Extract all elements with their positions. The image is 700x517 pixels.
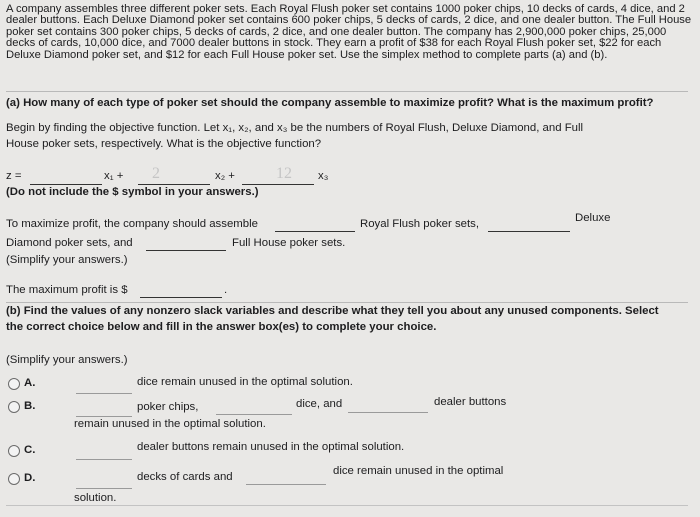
full-house-label: Full House poker sets. xyxy=(232,237,346,249)
option-c-radio[interactable] xyxy=(8,445,20,457)
option-a-letter: A. xyxy=(24,377,36,389)
z-label: z = xyxy=(6,170,22,182)
option-b-radio[interactable] xyxy=(8,401,20,413)
option-b-text-1: poker chips, xyxy=(137,401,199,413)
simplify-note-b: (Simplify your answers.) xyxy=(6,354,128,366)
option-d-letter: D. xyxy=(24,472,36,484)
option-d-radio[interactable] xyxy=(8,473,20,485)
option-b-poker-chips-input[interactable] xyxy=(76,416,132,417)
option-d-dice-input[interactable] xyxy=(246,484,326,485)
diamond-label: Diamond poker sets, and xyxy=(6,237,133,249)
objective-prompt-line2: House poker sets, respectively. What is the objective function? xyxy=(6,138,322,150)
option-b-text-3: dealer buttons xyxy=(434,396,507,408)
option-a-input[interactable] xyxy=(76,393,132,394)
period: . xyxy=(224,284,228,296)
objective-prompt-line1: Begin by finding the objective function. Let x₁, x₂, and x₃ be the numbers of Royal Flush, Deluxe Diamond, and Full xyxy=(6,122,584,134)
x2-coefficient-input[interactable] xyxy=(138,184,210,185)
option-d-text-2: dice remain unused in the optimal xyxy=(333,465,504,477)
x1-coefficient-input[interactable] xyxy=(30,184,102,185)
simplify-note-a: (Simplify your answers.) xyxy=(6,254,128,266)
part-b-question-line2: the correct choice below and fill in the answer box(es) to complete your choice. xyxy=(6,321,437,333)
option-b-text-2: dice, and xyxy=(296,398,343,410)
divider xyxy=(6,505,688,506)
no-dollar-note: (Do not include the $ symbol in your answers.) xyxy=(6,186,259,198)
problem-statement: A company assembles three different poker sets. Each Royal Flush poker set contains 1000 poker chips, 10 decks of cards, 4 dice, and 2 dealer buttons. Each Deluxe Diamond poker set contains 600 poker chips, 5 decks of cards, 2 dice, and one dealer button. The Full House poker set contains 300 poker chips, 5 decks of cards, 2 dice, and one dealer button. The company has 2,900,000 poker chips, 25,000 decks of cards, 10,000 dice, and 7000 dealer buttons in stock. They earn a profit of $38 for each Royal Flush poker set, $22 for each Deluxe Diamond poker set, and $12 for each Full House poker set. Use the simplex method to complete parts (a) and (b). xyxy=(6,3,692,61)
deluxe-diamond-input[interactable] xyxy=(488,231,570,232)
x3-coefficient-input[interactable] xyxy=(242,184,314,185)
part-b-question-line1: (b) Find the values of any nonzero slack variables and describe what they tell you about any unused components. Select xyxy=(6,305,659,317)
full-house-input[interactable] xyxy=(146,250,226,251)
deluxe-label: Deluxe xyxy=(575,212,611,224)
part-a-question: (a) How many of each type of poker set should the company assemble to maximize profit? What is the maximum profit? xyxy=(6,97,654,109)
option-c-text: dealer buttons remain unused in the optimal solution. xyxy=(137,441,405,453)
x3-term: x₃ xyxy=(318,170,329,182)
assemble-text: To maximize profit, the company should assemble xyxy=(6,218,258,230)
divider xyxy=(6,302,688,303)
option-b-text-4: remain unused in the optimal solution. xyxy=(74,418,266,430)
option-d-text-3: solution. xyxy=(74,492,117,504)
option-b-letter: B. xyxy=(24,400,36,412)
royal-flush-label: Royal Flush poker sets, xyxy=(360,218,480,230)
option-b-dealer-buttons-input[interactable] xyxy=(348,412,428,413)
x2-term: x₂ + xyxy=(215,170,235,182)
max-profit-input[interactable] xyxy=(140,297,222,298)
divider xyxy=(6,91,688,92)
max-profit-label: The maximum profit is $ xyxy=(6,284,128,296)
royal-flush-input[interactable] xyxy=(275,231,355,232)
option-d-decks-input[interactable] xyxy=(76,488,132,489)
ghost-digit-2: 12 xyxy=(276,165,292,182)
option-a-text: dice remain unused in the optimal solution. xyxy=(137,376,353,388)
option-b-dice-input[interactable] xyxy=(216,414,292,415)
ghost-digit-1: 2 xyxy=(152,165,160,182)
option-c-input[interactable] xyxy=(76,459,132,460)
option-c-letter: C. xyxy=(24,444,36,456)
x1-term: x₁ + xyxy=(104,170,124,182)
option-d-text-1: decks of cards and xyxy=(137,471,233,483)
option-a-radio[interactable] xyxy=(8,378,20,390)
